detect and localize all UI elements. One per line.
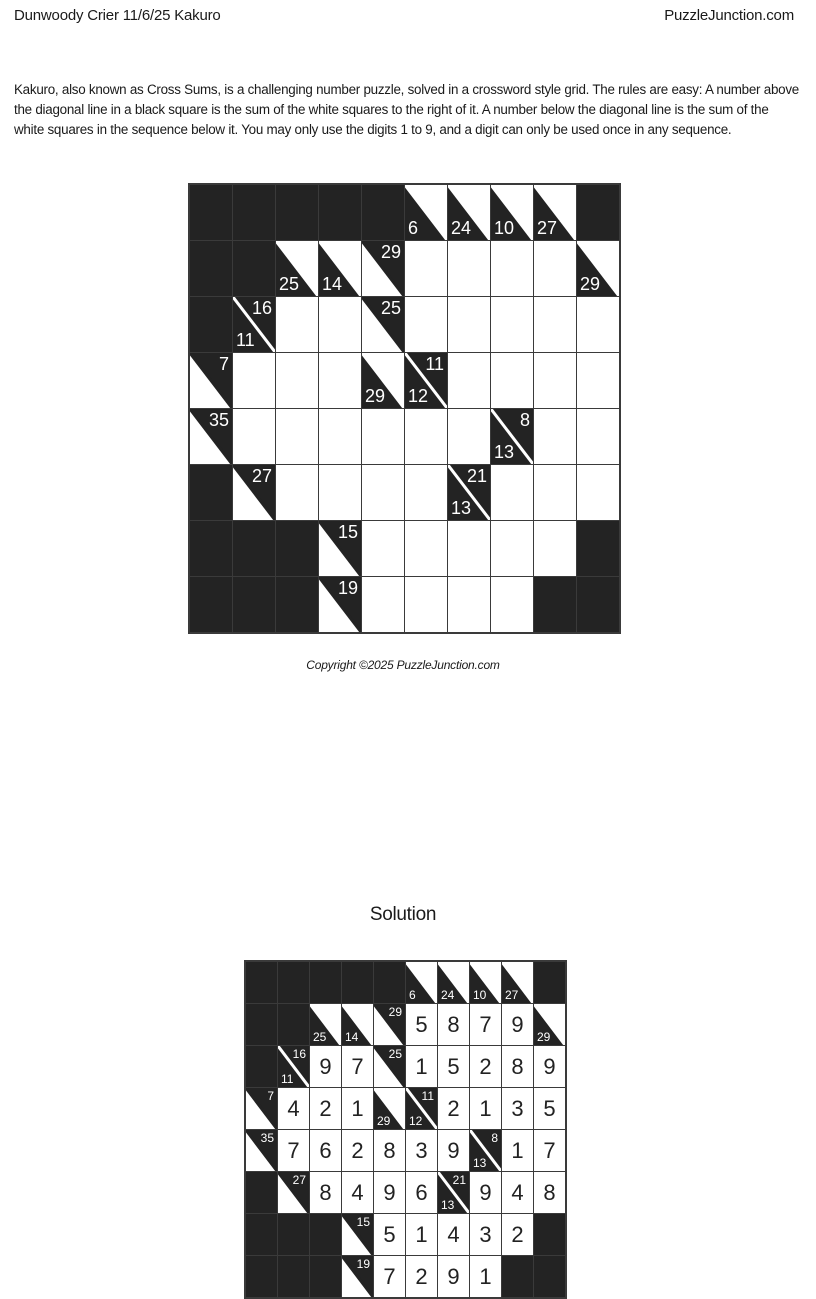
across-sum: 19 [356, 1257, 370, 1271]
across-sum: 7 [218, 354, 229, 374]
across-sum: 16 [251, 298, 272, 318]
puzzle-black-cell [362, 185, 404, 240]
solution-solution-cell [438, 1214, 469, 1255]
solution-clue-cell [342, 1214, 373, 1255]
puzzle-black-cell [190, 297, 232, 352]
solution-black-cell [246, 1214, 277, 1255]
down-sum: 29 [537, 1030, 551, 1044]
solution-clue-cell [502, 962, 533, 1003]
puzzle-entry-cell[interactable] [491, 353, 533, 408]
solution-solution-cell [342, 1172, 373, 1213]
solution-digit: 2 [351, 1137, 364, 1163]
solution-solution-cell [342, 1046, 373, 1087]
down-sum: 25 [279, 274, 300, 294]
solution-black-cell [278, 1214, 309, 1255]
puzzle-black-cell [276, 185, 318, 240]
solution-solution-cell [374, 1256, 405, 1297]
solution-black-cell [246, 1004, 277, 1045]
solution-title: Solution [369, 904, 437, 925]
puzzle-entry-cell[interactable] [276, 353, 318, 408]
kakuro-solution-grid [244, 960, 567, 1299]
solution-digit: 1 [415, 1221, 428, 1247]
puzzle-entry-cell[interactable] [491, 521, 533, 576]
down-sum: 10 [473, 988, 487, 1002]
puzzle-clue-cell [491, 185, 533, 240]
puzzle-entry-cell[interactable] [362, 521, 404, 576]
puzzle-black-cell [319, 185, 361, 240]
solution-solution-cell [470, 1088, 501, 1129]
puzzle-entry-cell[interactable] [491, 241, 533, 296]
puzzle-entry-cell[interactable] [276, 409, 318, 464]
solution-black-cell [534, 1214, 565, 1255]
down-sum: 27 [505, 988, 519, 1002]
solution-solution-cell [406, 1046, 437, 1087]
solution-digit: 1 [479, 1095, 492, 1121]
down-sum: 13 [494, 442, 515, 462]
puzzle-clue-cell [319, 577, 361, 632]
solution-solution-cell [502, 1130, 533, 1171]
puzzle-black-cell [534, 577, 576, 632]
solution-solution-cell [374, 1172, 405, 1213]
solution-black-cell [310, 962, 341, 1003]
solution-clue-cell [406, 962, 437, 1003]
solution-digit: 3 [511, 1095, 524, 1121]
across-sum: 21 [466, 466, 487, 486]
solution-solution-cell [310, 1172, 341, 1213]
puzzle-clue-cell [448, 465, 490, 520]
across-sum: 16 [292, 1047, 306, 1061]
puzzle-entry-cell[interactable] [276, 465, 318, 520]
puzzle-entry-cell[interactable] [577, 353, 619, 408]
solution-digit: 6 [415, 1179, 428, 1205]
solution-clue-cell [342, 1004, 373, 1045]
solution-black-cell [310, 1256, 341, 1297]
puzzle-clue-cell [233, 297, 275, 352]
solution-solution-cell [502, 1172, 533, 1213]
puzzle-entry-cell[interactable] [405, 409, 447, 464]
across-sum: 7 [267, 1089, 274, 1103]
solution-digit: 8 [383, 1137, 396, 1163]
solution-solution-cell [534, 1046, 565, 1087]
solution-solution-cell [278, 1130, 309, 1171]
down-sum: 14 [345, 1030, 359, 1044]
puzzle-clue-cell [405, 353, 447, 408]
puzzle-entry-cell[interactable] [491, 465, 533, 520]
solution-black-cell [502, 1256, 533, 1297]
solution-digit: 2 [319, 1095, 332, 1121]
puzzle-black-cell [190, 185, 232, 240]
solution-digit: 7 [383, 1263, 396, 1289]
solution-digit: 9 [479, 1179, 492, 1205]
solution-solution-cell [342, 1088, 373, 1129]
puzzle-clue-cell [577, 241, 619, 296]
solution-solution-cell [438, 1256, 469, 1297]
down-sum: 13 [451, 498, 472, 518]
puzzle-entry-cell[interactable] [448, 353, 490, 408]
solution-solution-cell [374, 1214, 405, 1255]
puzzle-entry-cell[interactable] [405, 521, 447, 576]
down-sum: 6 [409, 988, 416, 1002]
puzzle-entry-cell[interactable] [405, 577, 447, 632]
puzzle-black-cell [233, 521, 275, 576]
solution-black-cell [246, 962, 277, 1003]
down-sum: 11 [236, 330, 255, 350]
puzzle-clue-cell [362, 241, 404, 296]
solution-solution-cell [534, 1130, 565, 1171]
down-sum: 29 [365, 386, 386, 406]
kakuro-puzzle-grid [188, 183, 621, 634]
solution-solution-cell [470, 1214, 501, 1255]
solution-digit: 8 [543, 1179, 556, 1205]
across-sum: 29 [388, 1005, 402, 1019]
across-sum: 15 [356, 1215, 370, 1229]
solution-solution-cell [438, 1004, 469, 1045]
puzzle-entry-cell[interactable] [405, 297, 447, 352]
puzzle-entry-cell[interactable] [534, 297, 576, 352]
solution-digit: 6 [319, 1137, 332, 1163]
solution-solution-cell [310, 1046, 341, 1087]
puzzle-entry-cell[interactable] [405, 241, 447, 296]
solution-black-cell [246, 1256, 277, 1297]
solution-digit: 9 [319, 1053, 332, 1079]
solution-digit: 5 [415, 1011, 428, 1037]
solution-digit: 3 [415, 1137, 428, 1163]
puzzle-black-cell [190, 577, 232, 632]
solution-digit: 4 [351, 1179, 364, 1205]
instructions-text: Kakuro, also known as Cross Sums, is a challenging number puzzle, solved in a crossword style grid. The rules are easy: A number above the diagonal line in a black square is the sum of the white squares to the right of it. A number below the diagonal line is the sum of the white squares in the sequence below it. You may only use the digits 1 to 9, and a digit can only be used once in any sequence. [14, 82, 799, 137]
across-sum: 19 [337, 578, 358, 598]
solution-black-cell [342, 962, 373, 1003]
across-sum: 8 [519, 410, 530, 430]
down-sum: 12 [409, 1114, 423, 1128]
page-header-right: PuzzleJunction.com [664, 7, 794, 24]
puzzle-entry-cell[interactable] [448, 577, 490, 632]
puzzle-entry-cell[interactable] [319, 465, 361, 520]
puzzle-black-cell [190, 521, 232, 576]
solution-solution-cell [406, 1004, 437, 1045]
solution-black-cell [278, 962, 309, 1003]
puzzle-entry-cell[interactable] [276, 297, 318, 352]
solution-digit: 2 [415, 1263, 428, 1289]
solution-digit: 8 [511, 1053, 524, 1079]
across-sum: 27 [251, 466, 272, 486]
puzzle-entry-cell[interactable] [405, 465, 447, 520]
puzzle-clue-cell [362, 353, 404, 408]
puzzle-entry-cell[interactable] [534, 465, 576, 520]
down-sum: 29 [580, 274, 601, 294]
solution-black-cell [278, 1004, 309, 1045]
puzzle-black-cell [233, 185, 275, 240]
puzzle-black-cell [190, 465, 232, 520]
solution-clue-cell [310, 1004, 341, 1045]
down-sum: 6 [408, 218, 419, 238]
solution-clue-cell [470, 1130, 501, 1171]
puzzle-black-cell [233, 577, 275, 632]
solution-solution-cell [310, 1130, 341, 1171]
solution-digit: 9 [383, 1179, 396, 1205]
across-sum: 15 [337, 522, 358, 542]
page-header-left: Dunwoody Crier 11/6/25 Kakuro [14, 7, 221, 24]
puzzle-clue-cell [491, 409, 533, 464]
solution-clue-cell [438, 962, 469, 1003]
puzzle-entry-cell[interactable] [491, 297, 533, 352]
across-sum: 25 [388, 1047, 402, 1061]
solution-digit: 1 [511, 1137, 524, 1163]
solution-solution-cell [470, 1004, 501, 1045]
solution-black-cell [374, 962, 405, 1003]
solution-digit: 8 [447, 1011, 460, 1037]
puzzle-clue-cell [276, 241, 318, 296]
puzzle-black-cell [577, 577, 619, 632]
solution-black-cell [534, 1256, 565, 1297]
across-sum: 11 [421, 1089, 434, 1103]
solution-solution-cell [502, 1004, 533, 1045]
solution-digit: 4 [511, 1179, 524, 1205]
solution-solution-cell [502, 1214, 533, 1255]
solution-solution-cell [470, 1172, 501, 1213]
solution-digit: 4 [447, 1221, 460, 1247]
puzzle-clue-cell [534, 185, 576, 240]
solution-digit: 1 [479, 1263, 492, 1289]
puzzle-clue-cell [448, 185, 490, 240]
solution-solution-cell [278, 1088, 309, 1129]
solution-solution-cell [438, 1130, 469, 1171]
puzzle-clue-cell [362, 297, 404, 352]
puzzle-entry-cell[interactable] [534, 409, 576, 464]
down-sum: 14 [322, 274, 343, 294]
across-sum: 11 [425, 354, 444, 374]
solution-digit: 2 [511, 1221, 524, 1247]
solution-digit: 4 [287, 1095, 300, 1121]
puzzle-clue-cell [190, 409, 232, 464]
solution-digit: 7 [543, 1137, 556, 1163]
puzzle-entry-cell[interactable] [577, 409, 619, 464]
across-sum: 21 [452, 1173, 466, 1187]
puzzle-entry-cell[interactable] [534, 241, 576, 296]
puzzle-entry-cell[interactable] [233, 353, 275, 408]
across-sum: 27 [292, 1173, 306, 1187]
solution-black-cell [310, 1214, 341, 1255]
puzzle-entry-cell[interactable] [448, 409, 490, 464]
solution-digit: 9 [447, 1263, 460, 1289]
solution-digit: 9 [511, 1011, 524, 1037]
solution-clue-cell [470, 962, 501, 1003]
solution-black-cell [534, 962, 565, 1003]
solution-digit: 2 [447, 1095, 460, 1121]
puzzle-black-cell [276, 521, 318, 576]
solution-digit: 9 [447, 1137, 460, 1163]
solution-digit: 5 [543, 1095, 556, 1121]
across-sum: 29 [380, 242, 401, 262]
puzzle-clue-cell [319, 521, 361, 576]
puzzle-black-cell [577, 185, 619, 240]
down-sum: 25 [313, 1030, 327, 1044]
solution-digit: 3 [479, 1221, 492, 1247]
down-sum: 13 [473, 1156, 487, 1170]
puzzle-entry-cell[interactable] [577, 465, 619, 520]
solution-solution-cell [342, 1130, 373, 1171]
puzzle-entry-cell[interactable] [577, 297, 619, 352]
solution-digit: 2 [479, 1053, 492, 1079]
solution-clue-cell [374, 1046, 405, 1087]
solution-digit: 7 [287, 1137, 300, 1163]
solution-solution-cell [438, 1046, 469, 1087]
solution-solution-cell [406, 1214, 437, 1255]
solution-black-cell [246, 1172, 277, 1213]
puzzle-entry-cell[interactable] [448, 521, 490, 576]
solution-solution-cell [310, 1088, 341, 1129]
puzzle-black-cell [233, 241, 275, 296]
solution-black-cell [278, 1256, 309, 1297]
copyright-notice: Copyright ©2025 PuzzleJunction.com [306, 658, 500, 672]
puzzle-entry-cell[interactable] [319, 353, 361, 408]
across-sum: 25 [380, 298, 401, 318]
down-sum: 13 [441, 1198, 455, 1212]
solution-digit: 5 [383, 1221, 396, 1247]
solution-solution-cell [502, 1046, 533, 1087]
down-sum: 29 [377, 1114, 391, 1128]
puzzle-black-cell [190, 241, 232, 296]
solution-clue-cell [374, 1004, 405, 1045]
solution-digit: 8 [319, 1179, 332, 1205]
down-sum: 27 [537, 218, 558, 238]
solution-clue-cell [406, 1088, 437, 1129]
solution-digit: 7 [351, 1053, 364, 1079]
puzzle-clue-cell [319, 241, 361, 296]
solution-clue-cell [246, 1130, 277, 1171]
solution-clue-cell [246, 1088, 277, 1129]
solution-clue-cell [438, 1172, 469, 1213]
solution-clue-cell [278, 1172, 309, 1213]
puzzle-entry-cell[interactable] [319, 297, 361, 352]
solution-solution-cell [406, 1130, 437, 1171]
puzzle-entry-cell[interactable] [362, 409, 404, 464]
solution-solution-cell [470, 1046, 501, 1087]
puzzle-clue-cell [190, 353, 232, 408]
puzzle-clue-cell [233, 465, 275, 520]
solution-digit: 7 [479, 1011, 492, 1037]
solution-solution-cell [534, 1172, 565, 1213]
down-sum: 24 [441, 988, 455, 1002]
puzzle-black-cell [276, 577, 318, 632]
solution-digit: 1 [415, 1053, 428, 1079]
puzzle-entry-cell[interactable] [491, 577, 533, 632]
down-sum: 12 [408, 386, 429, 406]
solution-solution-cell [406, 1172, 437, 1213]
solution-digit: 1 [351, 1095, 364, 1121]
puzzle-entry-cell[interactable] [448, 297, 490, 352]
down-sum: 11 [281, 1072, 294, 1086]
puzzle-clue-cell [405, 185, 447, 240]
solution-clue-cell [278, 1046, 309, 1087]
down-sum: 10 [494, 218, 515, 238]
solution-clue-cell [342, 1256, 373, 1297]
solution-solution-cell [470, 1256, 501, 1297]
puzzle-entry-cell[interactable] [534, 521, 576, 576]
solution-solution-cell [406, 1256, 437, 1297]
across-sum: 35 [260, 1131, 274, 1145]
solution-black-cell [246, 1046, 277, 1087]
solution-digit: 9 [543, 1053, 556, 1079]
puzzle-entry-cell[interactable] [534, 353, 576, 408]
puzzle-entry-cell[interactable] [319, 409, 361, 464]
puzzle-black-cell [577, 521, 619, 576]
solution-solution-cell [438, 1088, 469, 1129]
solution-clue-cell [534, 1004, 565, 1045]
solution-clue-cell [374, 1088, 405, 1129]
solution-digit: 5 [447, 1053, 460, 1079]
puzzle-entry-cell[interactable] [233, 409, 275, 464]
puzzle-entry-cell[interactable] [362, 465, 404, 520]
across-sum: 35 [208, 410, 229, 430]
down-sum: 24 [451, 218, 472, 238]
across-sum: 8 [491, 1131, 498, 1145]
solution-solution-cell [374, 1130, 405, 1171]
puzzle-entry-cell[interactable] [448, 241, 490, 296]
solution-solution-cell [502, 1088, 533, 1129]
puzzle-entry-cell[interactable] [362, 577, 404, 632]
solution-solution-cell [534, 1088, 565, 1129]
